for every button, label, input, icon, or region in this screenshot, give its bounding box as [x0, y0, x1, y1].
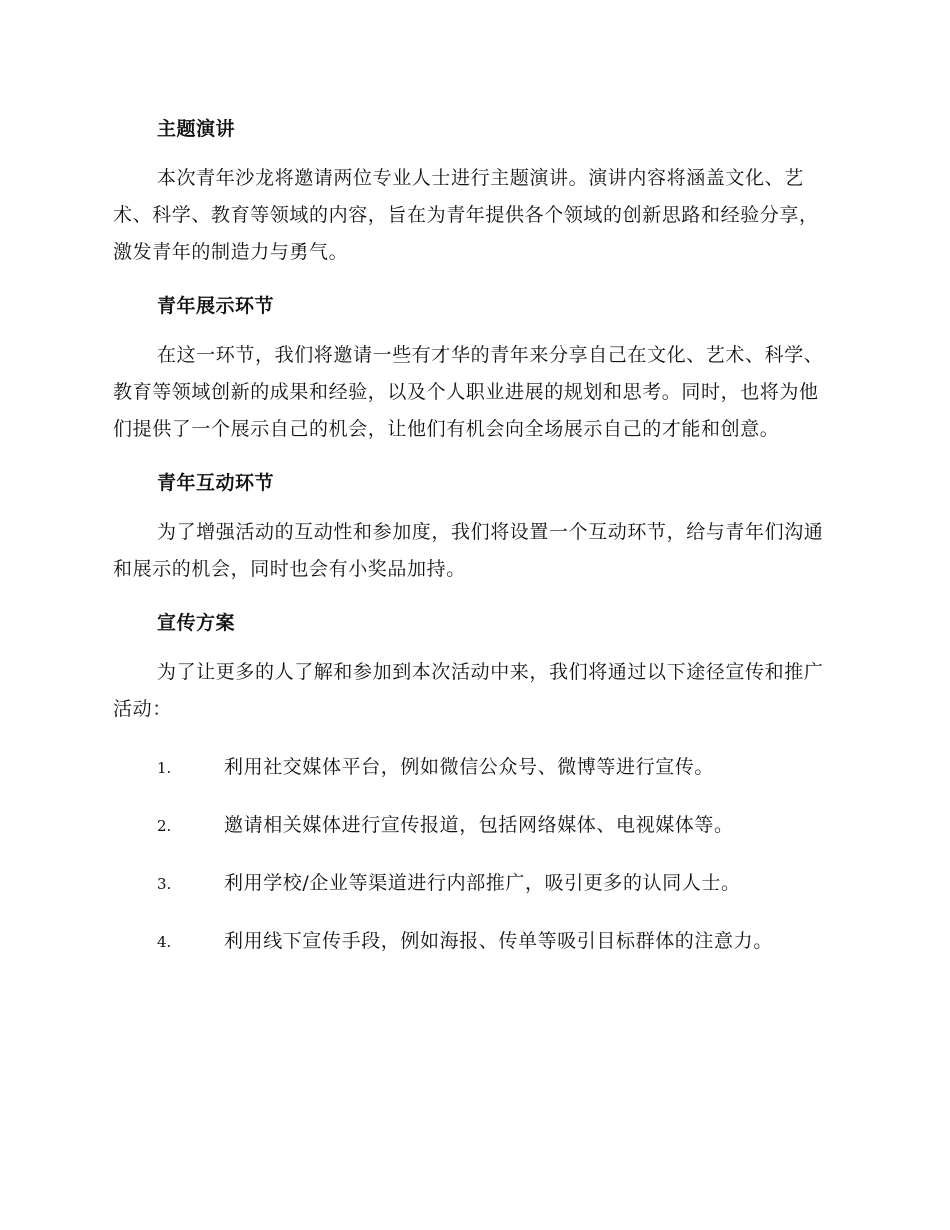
list-number: 3.: [157, 875, 172, 893]
section-paragraph: 为了增强活动的互动性和参加度，我们将设置一个互动环节，给与青年们沟通和展示的机会，同时也会有小奖品加持。: [113, 521, 824, 580]
list-number: 4.: [157, 933, 172, 951]
promotion-list: [113, 752, 833, 984]
section-heading: 青年展示环节: [157, 295, 275, 317]
section-promotion-plan: [113, 606, 833, 984]
section-paragraph: 在这一环节，我们将邀请一些有才华的青年来分享自己在文化、艺术、科学、教育等领域创新的成果和经验，以及个人职业进展的规划和思考。同时，也将为他们提供了一个展示自己的机会，让他们有机会向全场展示自己的才能和创意。: [113, 344, 824, 440]
section-youth-showcase: [113, 289, 833, 448]
list-number: 1.: [157, 759, 172, 777]
list-text: 邀请相关媒体进行宣传报道，包括网络媒体、电视媒体等。: [224, 814, 734, 836]
section-paragraph: 为了让更多的人了解和参加到本次活动中来，我们将通过以下途径宣传和推广活动：: [113, 661, 824, 720]
list-item: [113, 752, 833, 810]
list-item: [113, 868, 833, 926]
section-keynote: [113, 112, 833, 271]
list-text: 利用社交媒体平台，例如微信公众号、微博等进行宣传。: [224, 756, 715, 778]
section-heading: 主题演讲: [157, 118, 236, 140]
list-item: [113, 810, 833, 868]
list-item: [113, 926, 833, 984]
section-youth-interaction: [113, 466, 833, 588]
document-body: [113, 112, 833, 1002]
list-number: 2.: [157, 817, 172, 835]
list-text: 利用线下宣传手段，例如海报、传单等吸引目标群体的注意力。: [224, 930, 773, 952]
section-heading: 青年互动环节: [157, 472, 275, 494]
list-text: 利用学校/企业等渠道进行内部推广，吸引更多的认同人士。: [224, 872, 741, 894]
section-heading: 宣传方案: [157, 612, 236, 634]
section-paragraph: 本次青年沙龙将邀请两位专业人士进行主题演讲。演讲内容将涵盖文化、艺术、科学、教育等领域的内容，旨在为青年提供各个领域的创新思路和经验分享，激发青年的制造力与勇气。: [113, 167, 819, 263]
